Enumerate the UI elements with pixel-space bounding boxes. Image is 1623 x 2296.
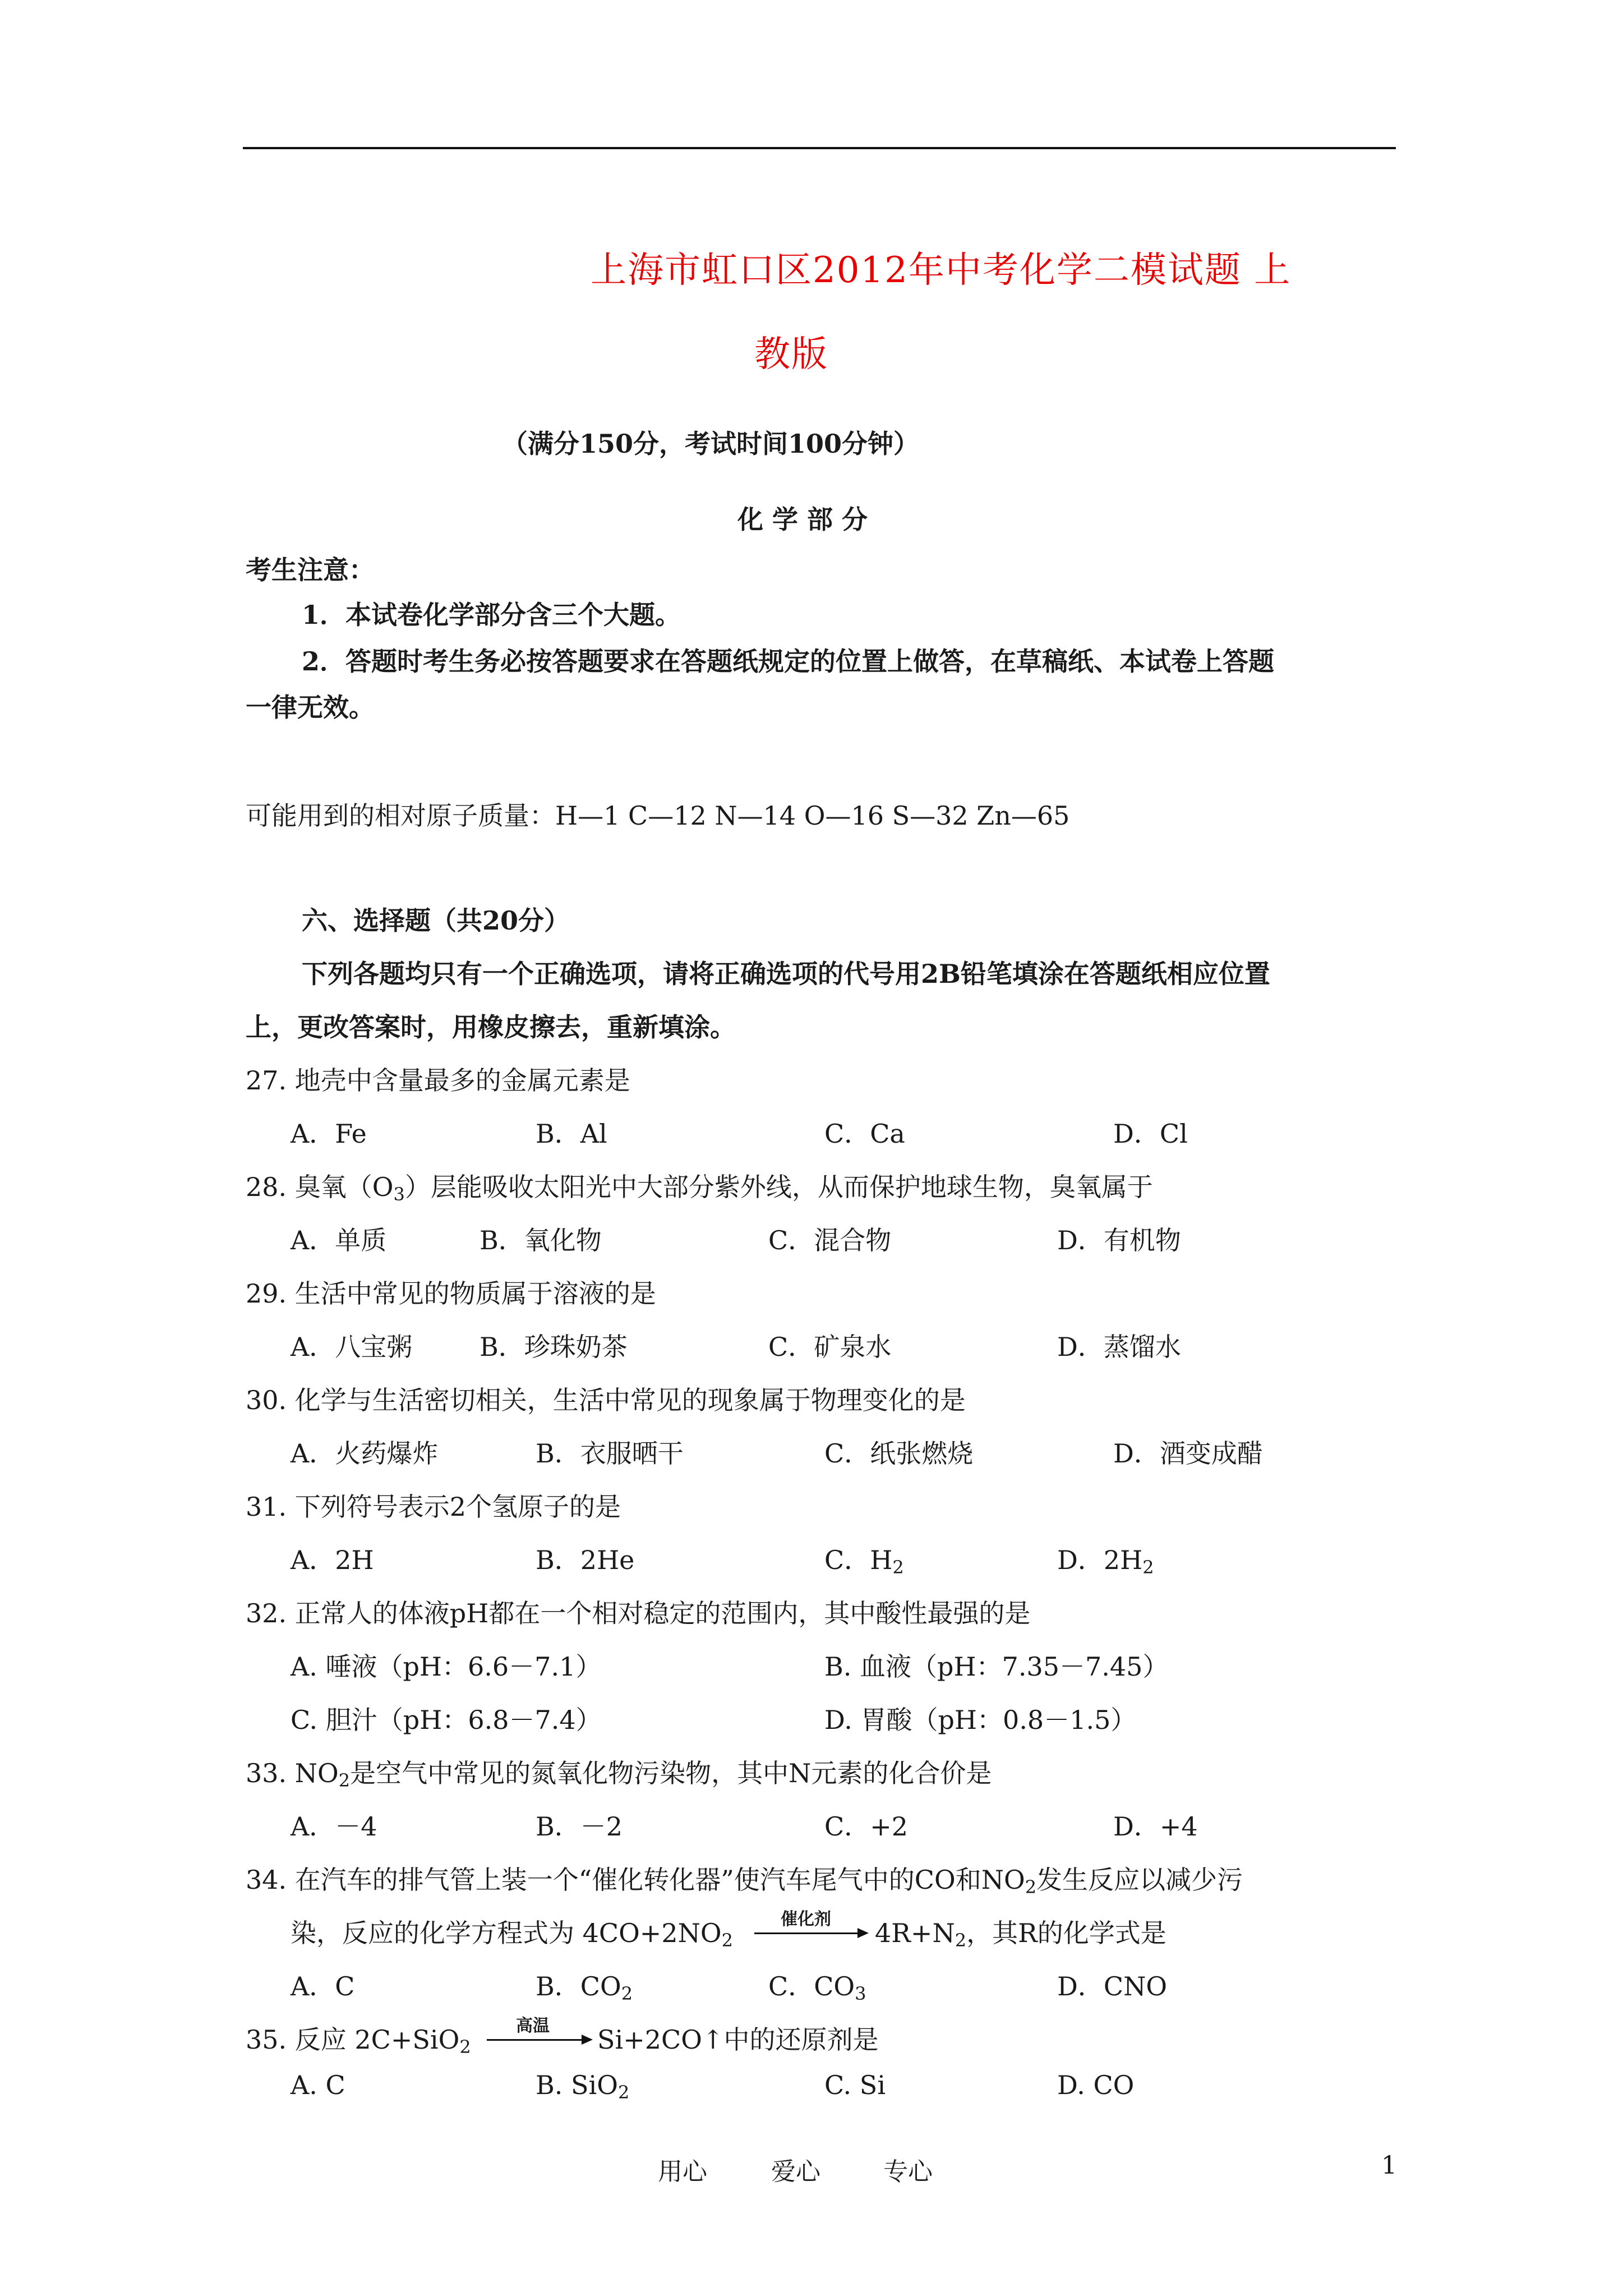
q35-option-d[interactable]: D. CO xyxy=(1057,2070,1135,2100)
q35-arrow-label: 高温 xyxy=(516,2016,550,2036)
q27-option-d[interactable]: D．Cl xyxy=(1113,1119,1188,1149)
question-35-stem-right: Si+2CO↑中的还原剂是 xyxy=(597,2024,879,2055)
q31-d-pre: D．2H xyxy=(1057,1545,1143,1575)
q31-option-c[interactable] xyxy=(824,1540,904,1577)
q34-reaction-arrow xyxy=(754,1932,866,1934)
footer-text-2: 爱心 xyxy=(771,2157,820,2186)
q35-option-b[interactable] xyxy=(536,2070,630,2103)
q29-option-c[interactable]: C．矿泉水 xyxy=(768,1332,892,1362)
section-heading: 化 学 部 分 xyxy=(737,504,868,535)
q30-option-b[interactable]: B．衣服晒干 xyxy=(536,1438,684,1469)
q28-stem-sub: 3 xyxy=(393,1184,405,1205)
q35-stem-sub: 2 xyxy=(459,2036,471,2058)
question-34-stem xyxy=(246,1860,1243,1897)
page-number: 1 xyxy=(1381,2151,1397,2180)
question-33-stem xyxy=(246,1753,992,1790)
q31-c-sub: 2 xyxy=(892,1557,904,1578)
question-28-stem xyxy=(246,1167,1153,1204)
doc-title-line2: 教版 xyxy=(754,334,828,375)
q34-option-d[interactable]: D．CNO xyxy=(1057,1971,1168,2001)
q34-b-sub: 2 xyxy=(621,1983,633,2004)
q29-option-d[interactable]: D．蒸馏水 xyxy=(1057,1332,1181,1362)
q34-option-a[interactable]: A．C xyxy=(291,1971,355,2001)
q34-line2-pre: 染，反应的化学方程式为 4CO+2NO xyxy=(291,1918,722,1948)
q34-stem-pre: 34. 在汽车的排气管上装一个“催化转化器”使汽车尾气中的CO和NO xyxy=(246,1865,1025,1895)
q35-option-a[interactable]: A. C xyxy=(291,2070,345,2100)
q34-b-pre: B．CO xyxy=(536,1971,621,2001)
q32-option-c[interactable]: C. 胆汁（pH：6.8－7.4） xyxy=(291,1705,602,1735)
q34-c-sub: 3 xyxy=(855,1983,866,2004)
notice-item-2: 2．答题时考生务必按答题要求在答题纸规定的位置上做答，在草稿纸、本试卷上答题 xyxy=(302,646,1275,677)
q28-stem-post: ）层能吸收太阳光中大部分紫外线，从而保护地球生物，臭氧属于 xyxy=(404,1172,1153,1202)
q32-option-a[interactable]: A. 唾液（pH：6.6－7.1） xyxy=(291,1651,602,1682)
q34-c-pre: C．CO xyxy=(768,1971,855,2001)
q31-c-pre: C．H xyxy=(824,1545,893,1575)
header-rule xyxy=(243,147,1396,149)
q31-option-a[interactable]: A．2H xyxy=(291,1545,374,1575)
question-29-stem: 29. 生活中常见的物质属于溶液的是 xyxy=(246,1278,656,1309)
q35-b-sub: 2 xyxy=(617,2082,630,2103)
q30-option-d[interactable]: D．酒变成醋 xyxy=(1113,1438,1263,1469)
q33-option-d[interactable]: D．+4 xyxy=(1113,1811,1198,1842)
q28-option-c[interactable]: C．混合物 xyxy=(768,1225,892,1255)
q31-d-sub: 2 xyxy=(1142,1557,1154,1578)
q28-option-d[interactable]: D．有机物 xyxy=(1057,1225,1181,1255)
atomic-mass-line: 可能用到的相对原子质量：H—1 C—12 N—14 O—16 S—32 Zn—65 xyxy=(246,800,1070,831)
q31-option-d[interactable] xyxy=(1057,1540,1154,1577)
q31-option-b[interactable]: B．2He xyxy=(536,1545,635,1575)
q32-option-d[interactable]: D. 胃酸（pH：0.8－1.5） xyxy=(824,1705,1137,1735)
q34-line2-sub: 2 xyxy=(721,1930,733,1951)
q32-option-b[interactable]: B. 血液（pH：7.35－7.45） xyxy=(824,1651,1169,1682)
q33-option-b[interactable]: B．－2 xyxy=(536,1811,623,1842)
q30-option-a[interactable]: A．火药爆炸 xyxy=(291,1438,439,1469)
q27-option-b[interactable]: B．Al xyxy=(536,1119,607,1149)
q33-option-c[interactable]: C．+2 xyxy=(824,1811,909,1842)
q34-line2-sub2: 2 xyxy=(955,1930,967,1951)
q34-stem-sub: 2 xyxy=(1025,1876,1037,1898)
q34-line2-mid: 4R+N xyxy=(875,1918,955,1948)
question-31-stem: 31. 下列符号表示2个氢原子的是 xyxy=(246,1492,621,1522)
notice-item-2-cont: 一律无效。 xyxy=(246,692,375,723)
q34-option-c[interactable] xyxy=(768,1966,866,2003)
q35-option-c[interactable]: C. Si xyxy=(824,2070,886,2100)
q34-line2-post: ，其R的化学式是 xyxy=(966,1918,1166,1948)
q29-option-a[interactable]: A．八宝粥 xyxy=(291,1332,413,1362)
part6-instruction-cont: 上，更改答案时，用橡皮擦去，重新填涂。 xyxy=(246,1012,736,1042)
q28-stem-pre: 28. 臭氧（O xyxy=(246,1172,394,1202)
q34-equation-right xyxy=(875,1913,1166,1950)
q29-option-b[interactable]: B．珍珠奶茶 xyxy=(479,1332,628,1362)
question-35-stem-left xyxy=(246,2019,471,2056)
q27-option-c[interactable]: C．Ca xyxy=(824,1119,905,1149)
q33-stem-post: 是空气中常见的氮氧化物污染物，其中N元素的化合价是 xyxy=(350,1758,992,1788)
q27-option-a[interactable]: A．Fe xyxy=(291,1119,367,1149)
q30-option-c[interactable]: C．纸张燃烧 xyxy=(824,1438,974,1469)
q28-option-a[interactable]: A．单质 xyxy=(291,1225,387,1255)
q34-option-b[interactable] xyxy=(536,1966,633,2003)
q28-option-b[interactable]: B．氧化物 xyxy=(479,1225,602,1255)
q35-stem-pre: 35. 反应 2C+SiO xyxy=(246,2024,460,2055)
question-32-stem: 32. 正常人的体液pH都在一个相对稳定的范围内，其中酸性最强的是 xyxy=(246,1598,1031,1628)
notice-title: 考生注意： xyxy=(246,555,375,585)
q35-b-pre: B. SiO xyxy=(536,2070,618,2100)
q33-option-a[interactable]: A．－4 xyxy=(291,1811,377,1842)
part6-title: 六、选择题（共20分） xyxy=(302,905,570,936)
notice-item-1: 1．本试卷化学部分含三个大题。 xyxy=(302,600,681,630)
score-info: （满分150分，考试时间100分钟） xyxy=(502,429,920,459)
part6-instruction: 下列各题均只有一个正确选项，请将正确选项的代号用2B铅笔填涂在答题纸相应位置 xyxy=(302,959,1270,989)
q33-stem-pre: 33. NO xyxy=(246,1758,339,1788)
q34-arrow-label: 催化剂 xyxy=(781,1910,831,1929)
doc-title-line1: 上海市虹口区2012年中考化学二模试题 上 xyxy=(591,250,1292,291)
footer-text-3: 专心 xyxy=(883,2157,933,2186)
q35-reaction-arrow xyxy=(487,2039,591,2041)
question-27-stem: 27. 地壳中含量最多的金属元素是 xyxy=(246,1065,630,1096)
q33-stem-sub: 2 xyxy=(338,1770,351,1791)
q34-equation-left xyxy=(291,1913,733,1950)
question-30-stem: 30. 化学与生活密切相关，生活中常见的现象属于物理变化的是 xyxy=(246,1385,966,1415)
footer-text-1: 用心 xyxy=(658,2157,707,2186)
q34-stem-post: 发生反应以减少污 xyxy=(1036,1865,1243,1895)
